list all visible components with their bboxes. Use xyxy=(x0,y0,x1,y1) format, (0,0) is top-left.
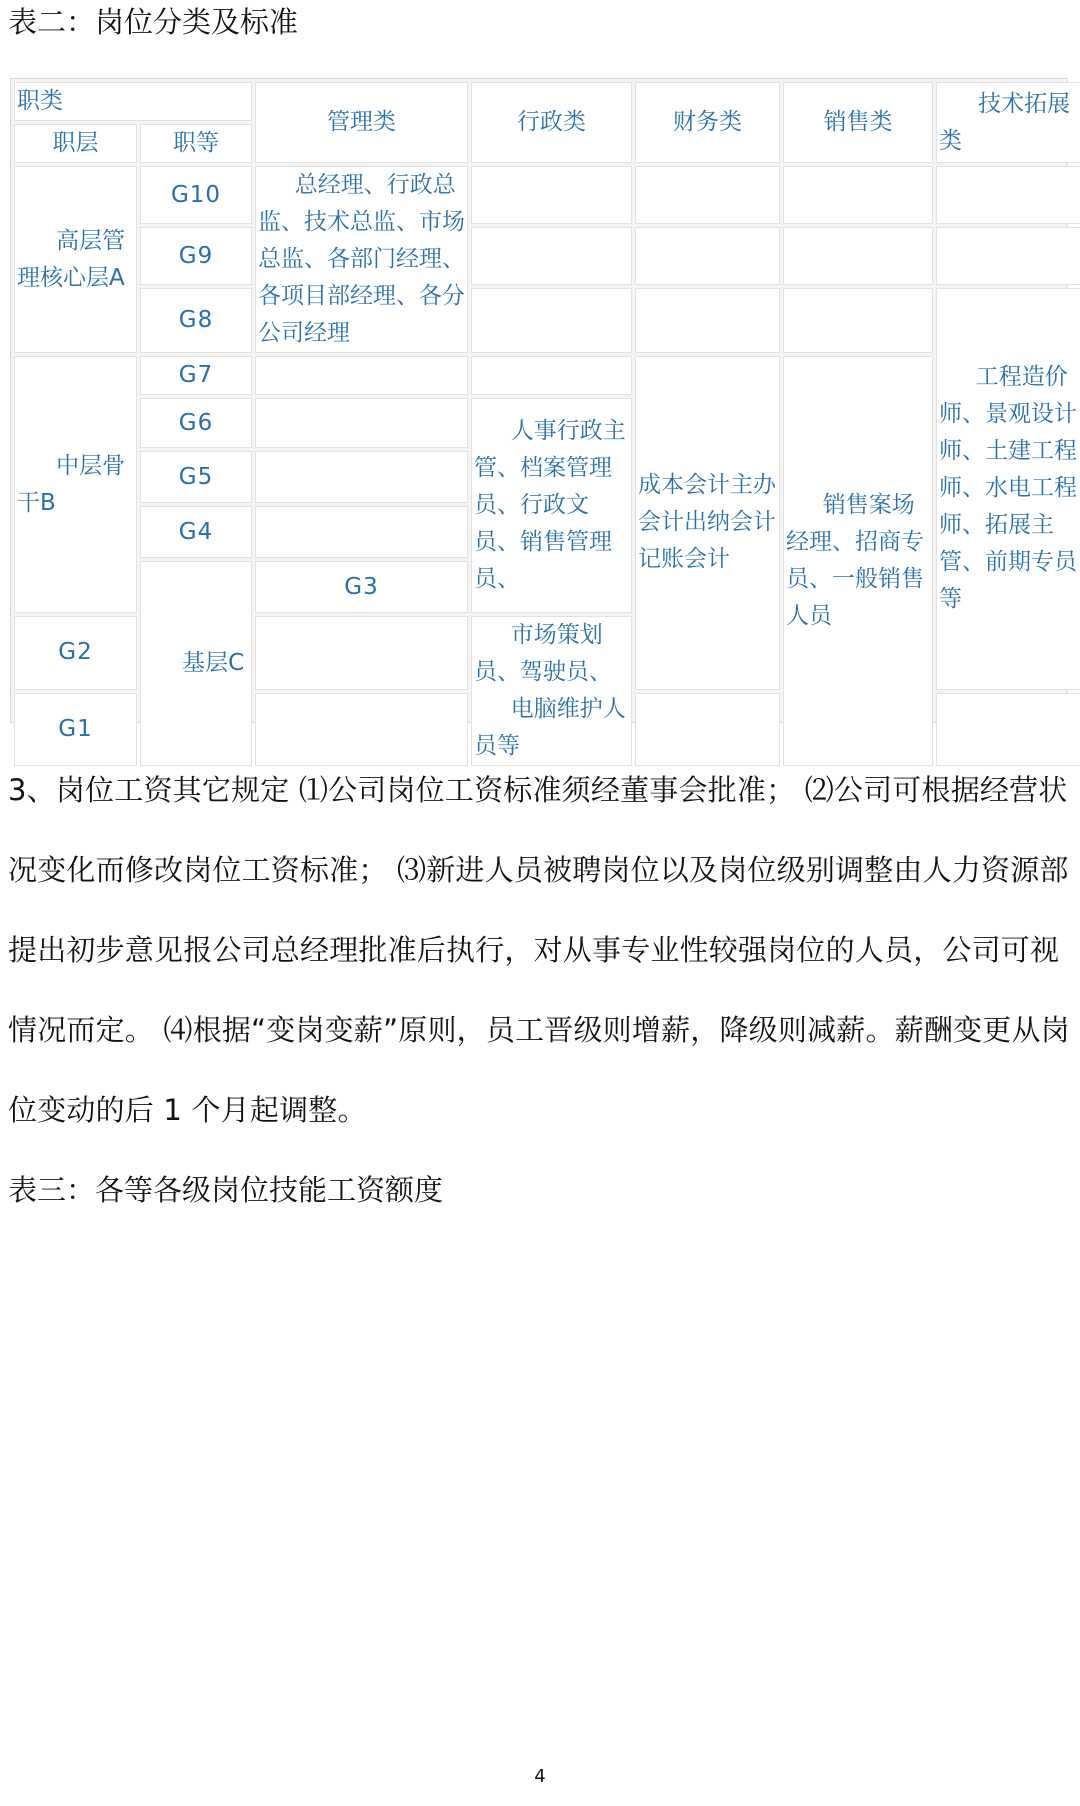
sales-positions: 销售案场经理、招商专员、一般销售人员 xyxy=(783,356,933,766)
grade-g3: G3 xyxy=(255,561,468,613)
grade-g9: G9 xyxy=(140,227,252,285)
empty-cell xyxy=(255,451,468,503)
admin-positions-3-text: 电脑维护人员等 xyxy=(474,696,626,759)
header-sales: 销售类 xyxy=(783,82,933,163)
layer-base: 基层C xyxy=(140,561,252,766)
table2-caption: 表二：岗位分类及标准 xyxy=(8,5,299,39)
empty-cell xyxy=(783,227,933,285)
header-management: 管理类 xyxy=(255,82,468,163)
job-classification-table xyxy=(10,78,1077,759)
empty-cell xyxy=(783,288,933,353)
empty-cell xyxy=(936,166,1080,224)
grade-g5: G5 xyxy=(140,451,252,503)
tech-expansion-positions: 工程造价师、景观设计师、土建工程师、水电工程师、拓展主管、前期专员等 xyxy=(936,288,1080,690)
management-positions: 总经理、行政总监、技术总监、市场总监、各部门经理、各项目部经理、各分公司经理 xyxy=(255,166,468,353)
grade-g7: G7 xyxy=(140,356,252,395)
header-job-layer: 职层 xyxy=(14,124,137,163)
grade-g4: G4 xyxy=(140,506,252,558)
empty-cell xyxy=(936,227,1080,285)
empty-cell xyxy=(471,227,632,285)
salary-rules-paragraph: 3、岗位工资其它规定 ⑴公司岗位工资标准须经董事会批准； ⑵公司可根据经营状况变化而修改岗位工资标准； ⑶新进人员被聘岗位以及岗位级别调整由人力资源部提出初步意见报公司总经理批准后执行，对从事专业性较强岗位的人员，公司可视情况而定。 ⑷根据“变岗变薪”原则，员工晋级则增薪，降级则减薪。薪酬变更从岗位变动的后 1 个月起调整。 xyxy=(8,773,1070,1127)
empty-cell xyxy=(471,166,632,224)
empty-cell xyxy=(635,166,780,224)
table3-caption: 表三：各等各级岗位技能工资额度 xyxy=(8,1173,444,1207)
header-administration: 行政类 xyxy=(471,82,632,163)
layer-middle: 中层骨干B xyxy=(14,356,137,613)
header-job-grade: 职等 xyxy=(140,124,252,163)
empty-cell xyxy=(255,356,468,395)
empty-cell xyxy=(255,398,468,448)
grade-g2: G2 xyxy=(14,616,137,690)
layer-senior: 高层管理核心层A xyxy=(14,166,137,353)
empty-cell xyxy=(471,356,632,395)
empty-cell xyxy=(255,506,468,558)
page-number: 4 xyxy=(534,1766,546,1787)
empty-cell xyxy=(635,288,780,353)
admin-positions-1: 人事行政主管、档案管理员、行政文员、销售管理员、 xyxy=(471,398,632,613)
header-finance: 财务类 xyxy=(635,82,780,163)
grade-g10: G10 xyxy=(140,166,252,224)
header-job-category: 职类 xyxy=(14,82,252,121)
finance-positions: 成本会计主办会计出纳会计记账会计 xyxy=(635,356,780,690)
admin-positions-2-text: 市场策划员、驾驶员、 xyxy=(474,622,612,685)
grade-g8: G8 xyxy=(140,288,252,353)
empty-cell xyxy=(255,616,468,690)
empty-cell xyxy=(783,166,933,224)
grade-g6: G6 xyxy=(140,398,252,448)
header-tech-expansion: 技术拓展类 xyxy=(936,82,1080,163)
empty-cell xyxy=(635,227,780,285)
admin-positions-2 xyxy=(471,616,632,766)
grade-g1: G1 xyxy=(14,693,137,767)
empty-cell xyxy=(471,288,632,353)
